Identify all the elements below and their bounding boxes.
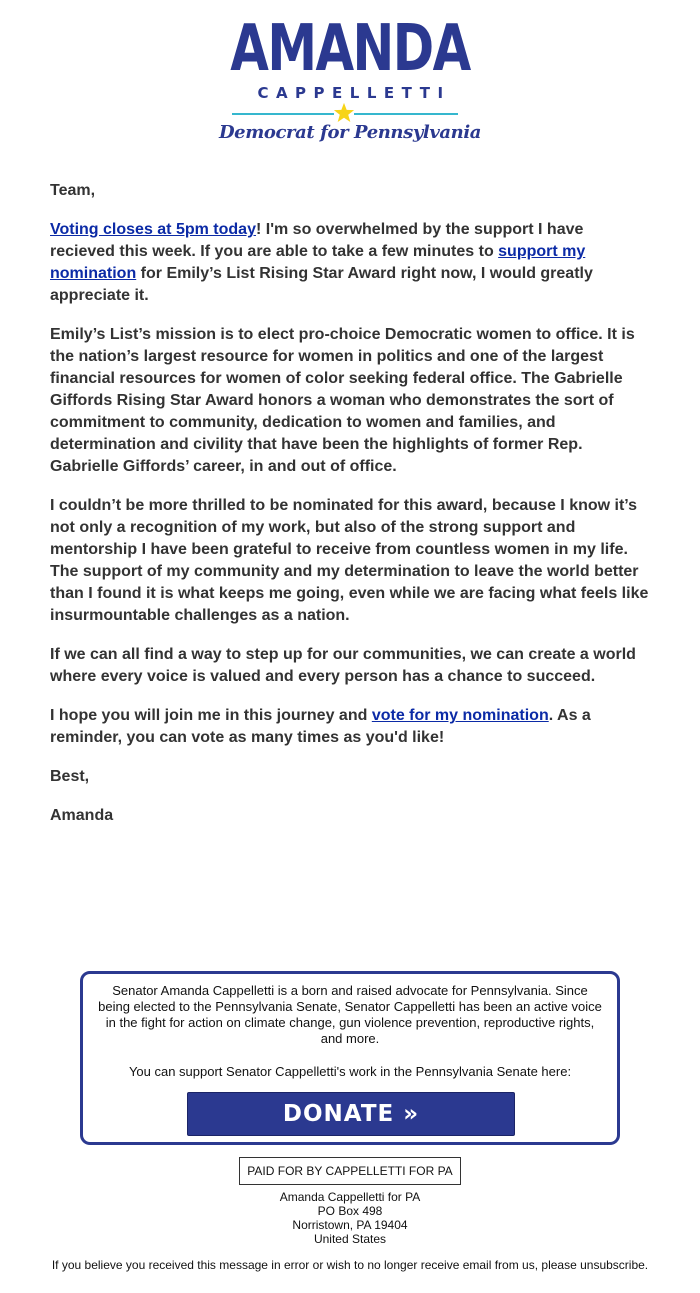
signature: Amanda xyxy=(50,807,114,824)
paragraph-communities: If we can all find a way to step up for our communities, we can create a world where every voice is valued and every person has a chance to succeed. xyxy=(50,646,636,685)
paragraph-voting xyxy=(50,219,650,307)
paragraph-thrilled: I couldn’t be more thrilled to be nominated for this award, because I know it’s not only a recognition of my work, but also of the strong support and mentorship I have been grateful to receive from countless women in my life. The support of my community and my determination to leave the world better than I found it is what keeps me going, even while we are facing what feels like insurmountable challenges as a nation. xyxy=(50,497,649,624)
bio-text: Senator Amanda Cappelletti is a born and raised advocate for Pennsylvania. Since being elected to the Pennsylvania Senate, Senator Cappelletti has been an active voice in the fight for action on climate change, gun violence prevention, reproductive rights, and more. xyxy=(98,983,602,1046)
paragraph-vote xyxy=(50,705,650,749)
logo-tagline: Democrat for Pennsylvania xyxy=(218,122,482,143)
email-body xyxy=(50,180,650,844)
logo-name: AMANDA xyxy=(230,12,470,86)
logo-divider-right xyxy=(354,113,458,115)
logo-divider-left xyxy=(232,113,334,115)
voting-closes-link[interactable]: Voting closes at 5pm today xyxy=(50,221,256,238)
address-line: Amanda Cappelletti for PA xyxy=(279,1190,421,1204)
campaign-logo xyxy=(0,0,700,160)
paragraph-text: I hope you will join me in this journey and xyxy=(50,707,372,724)
signoff: Best, xyxy=(50,768,90,785)
logo-surname: CAPPELLETTI xyxy=(257,84,451,102)
donate-box xyxy=(80,971,620,1145)
address-line: United States xyxy=(313,1232,387,1246)
mailing-address xyxy=(0,1190,700,1246)
greeting: Team, xyxy=(50,182,96,199)
vote-nomination-link[interactable]: vote for my nomination xyxy=(371,707,549,724)
paragraph-text: . As a reminder, you can vote as many times as you'd like! xyxy=(50,707,591,746)
paid-for-disclaimer: PAID FOR BY CAPPELLETTI FOR PA xyxy=(239,1157,461,1185)
paragraph-mission: Emily’s List’s mission is to elect pro-choice Democratic women to office. It is the nation’s largest resource for women in politics and one of the largest financial resources for women of color seeking federal office. The Gabrielle Giffords Rising Star Award honors a woman who demonstrates the sort of commitment to community, dedication to women and families, and determination and civility that have been the highlights of former Rep. Gabrielle Giffords’ career, in and out of office. xyxy=(50,326,635,475)
address-line: Norristown, PA 19404 xyxy=(292,1218,408,1232)
unsubscribe-notice[interactable]: If you believe you received this message in error or wish to no longer receive email from us, please unsubscribe. xyxy=(51,1258,649,1272)
support-text: You can support Senator Cappelletti's work in the Pennsylvania Senate here: xyxy=(128,1064,572,1079)
address-line: PO Box 498 xyxy=(317,1204,383,1218)
paragraph-text: ! I'm so overwhelmed by the support I have recieved this week. If you are able to take a few minutes to xyxy=(50,221,584,260)
paragraph-text: for Emily’s List Rising Star Award right now, I would greatly appreciate it. xyxy=(50,265,593,304)
donate-button[interactable]: DONATE » xyxy=(187,1092,515,1136)
star-icon xyxy=(333,102,355,124)
support-nomination-link[interactable]: support my nomination xyxy=(50,243,586,282)
